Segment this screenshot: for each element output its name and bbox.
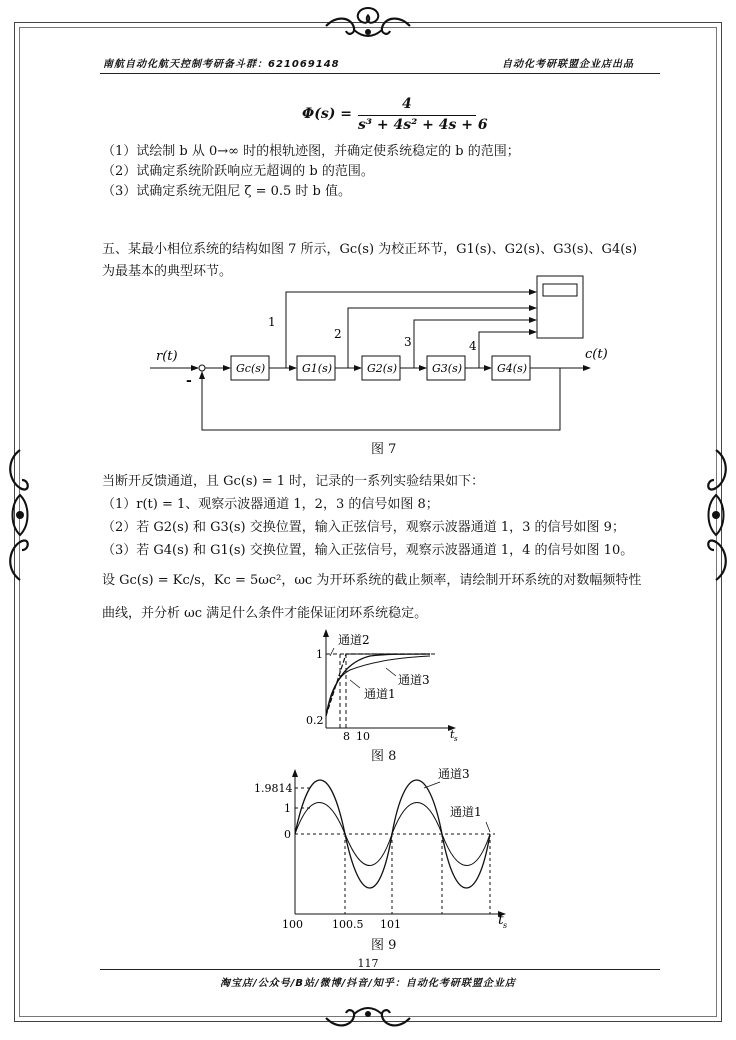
figure-8-step-response: [290, 626, 470, 742]
header-left: 南航自动化航天控制考研备斗群：621069148: [103, 59, 340, 70]
q5-exp1: （1）r(t) = 1、观察示波器通道 1，2，3 的信号如图 8；: [102, 497, 439, 512]
fig8-xlabel-10: 10: [356, 730, 370, 742]
q5-exp3: （3）若 G4(s) 和 G1(s) 交换位置，输入正弦信号，观察示波器通道 1，4 的信号如图 10。: [102, 543, 634, 558]
fig8-caption: 图 8: [371, 749, 397, 764]
fig8-label-channel2: 通道2: [338, 633, 370, 647]
fig8-xaxis-label: t: [450, 728, 455, 741]
top-ornament: [318, 4, 418, 44]
fig9-ylabel-0: 0: [284, 828, 291, 841]
q5-setup: 设 Gc(s) = Kc/s，Kc = 5ωc²，ωc 为开环系统的截止频率，请绘制开环系统的对数幅频特性: [102, 573, 642, 588]
channel-1-label: 1: [268, 315, 276, 329]
fig9-ylabel-19814: 1.9814: [254, 782, 293, 795]
channel-2-label: 2: [334, 327, 342, 341]
channel-4-label: 4: [469, 339, 477, 353]
fig8-xaxis-subscript: s: [454, 735, 458, 742]
bottom-ornament: [318, 1004, 418, 1038]
fig9-xaxis-label: t: [498, 912, 504, 928]
q4-item1: （1）试绘制 b 从 0→∞ 时的根轨迹图，并确定使系统稳定的 b 的范围；: [102, 144, 520, 159]
left-ornament: [0, 440, 40, 590]
q4-item2: （2）试确定系统阶跃响应无超调的 b 的范围。: [102, 164, 374, 179]
block-gc-label: Gc(s): [236, 362, 266, 375]
q5-ask: 曲线，并分析 ωc 满足什么条件才能保证闭环系统稳定。: [102, 606, 428, 621]
header-right: 自动化考研联盟企业店出品: [502, 59, 634, 70]
block-g3-label: G3(s): [432, 362, 463, 375]
fig7-output-label: c(t): [585, 347, 608, 362]
formula-denominator: s³ + 4s² + 4s + 6: [358, 117, 488, 133]
formula-lhs: Φ(s) =: [302, 106, 352, 122]
right-ornament: [696, 440, 736, 590]
fig7-minus-sign: -: [186, 373, 192, 389]
block-g2-label: G2(s): [367, 362, 398, 375]
q5-intro-line1: 五、某最小相位系统的结构如图 7 所示，Gc(s) 为校正环节，G1(s)、G2(s)、G3(s)、G4(s): [102, 242, 638, 257]
fig9-ylabel-1: 1: [284, 802, 291, 815]
fig8-ylabel-1: 1: [316, 648, 323, 661]
fig8-label-channel1: 通道1: [364, 687, 396, 701]
footer-rule: [100, 969, 660, 970]
formula-fraction-bar: [358, 115, 476, 116]
fig9-xlabel-100: 100: [282, 918, 303, 931]
q5-intro-line2: 为最基本的典型环节。: [102, 264, 233, 279]
figure-9-sine-response: [250, 762, 520, 932]
footer-text: 淘宝店/公众号/B站/微博/抖音/知乎：自动化考研联盟企业店: [220, 978, 516, 989]
page-number: 117: [357, 957, 379, 970]
summing-junction: [199, 365, 205, 371]
oscilloscope-screen: [543, 284, 577, 296]
channel-3-label: 3: [404, 335, 412, 349]
fig7-input-label: r(t): [156, 349, 178, 364]
block-g1-label: G1(s): [302, 362, 333, 375]
block-g4-label: G4(s): [497, 362, 528, 375]
fig7-caption: 图 7: [371, 442, 397, 457]
fig9-caption: 图 9: [371, 938, 397, 953]
q4-item3: （3）试确定系统无阻尼 ζ = 0.5 时 b 值。: [102, 184, 351, 199]
fig8-xlabel-8: 8: [343, 730, 350, 742]
header-rule: [100, 73, 660, 74]
fig9-xlabel-101: 101: [380, 918, 401, 931]
q5-exp2: （2）若 G2(s) 和 G3(s) 交换位置，输入正弦信号，观察示波器通道 1，3 的信号如图 9；: [102, 520, 625, 535]
fig8-label-channel3: 通道3: [398, 673, 430, 687]
formula-numerator: 4: [402, 96, 412, 112]
fig9-xaxis-subscript: s: [503, 921, 508, 930]
q5-condition: 当断开反馈通道，且 Gc(s) = 1 时，记录的一系列实验结果如下：: [102, 474, 485, 489]
figure-7-block-diagram: [140, 270, 610, 440]
fig9-xlabel-1005: 100.5: [332, 918, 364, 931]
fig9-label-channel3: 通道3: [438, 767, 470, 781]
fig9-label-channel1: 通道1: [450, 805, 482, 819]
fig8-ylabel-02: 0.2: [306, 714, 324, 727]
